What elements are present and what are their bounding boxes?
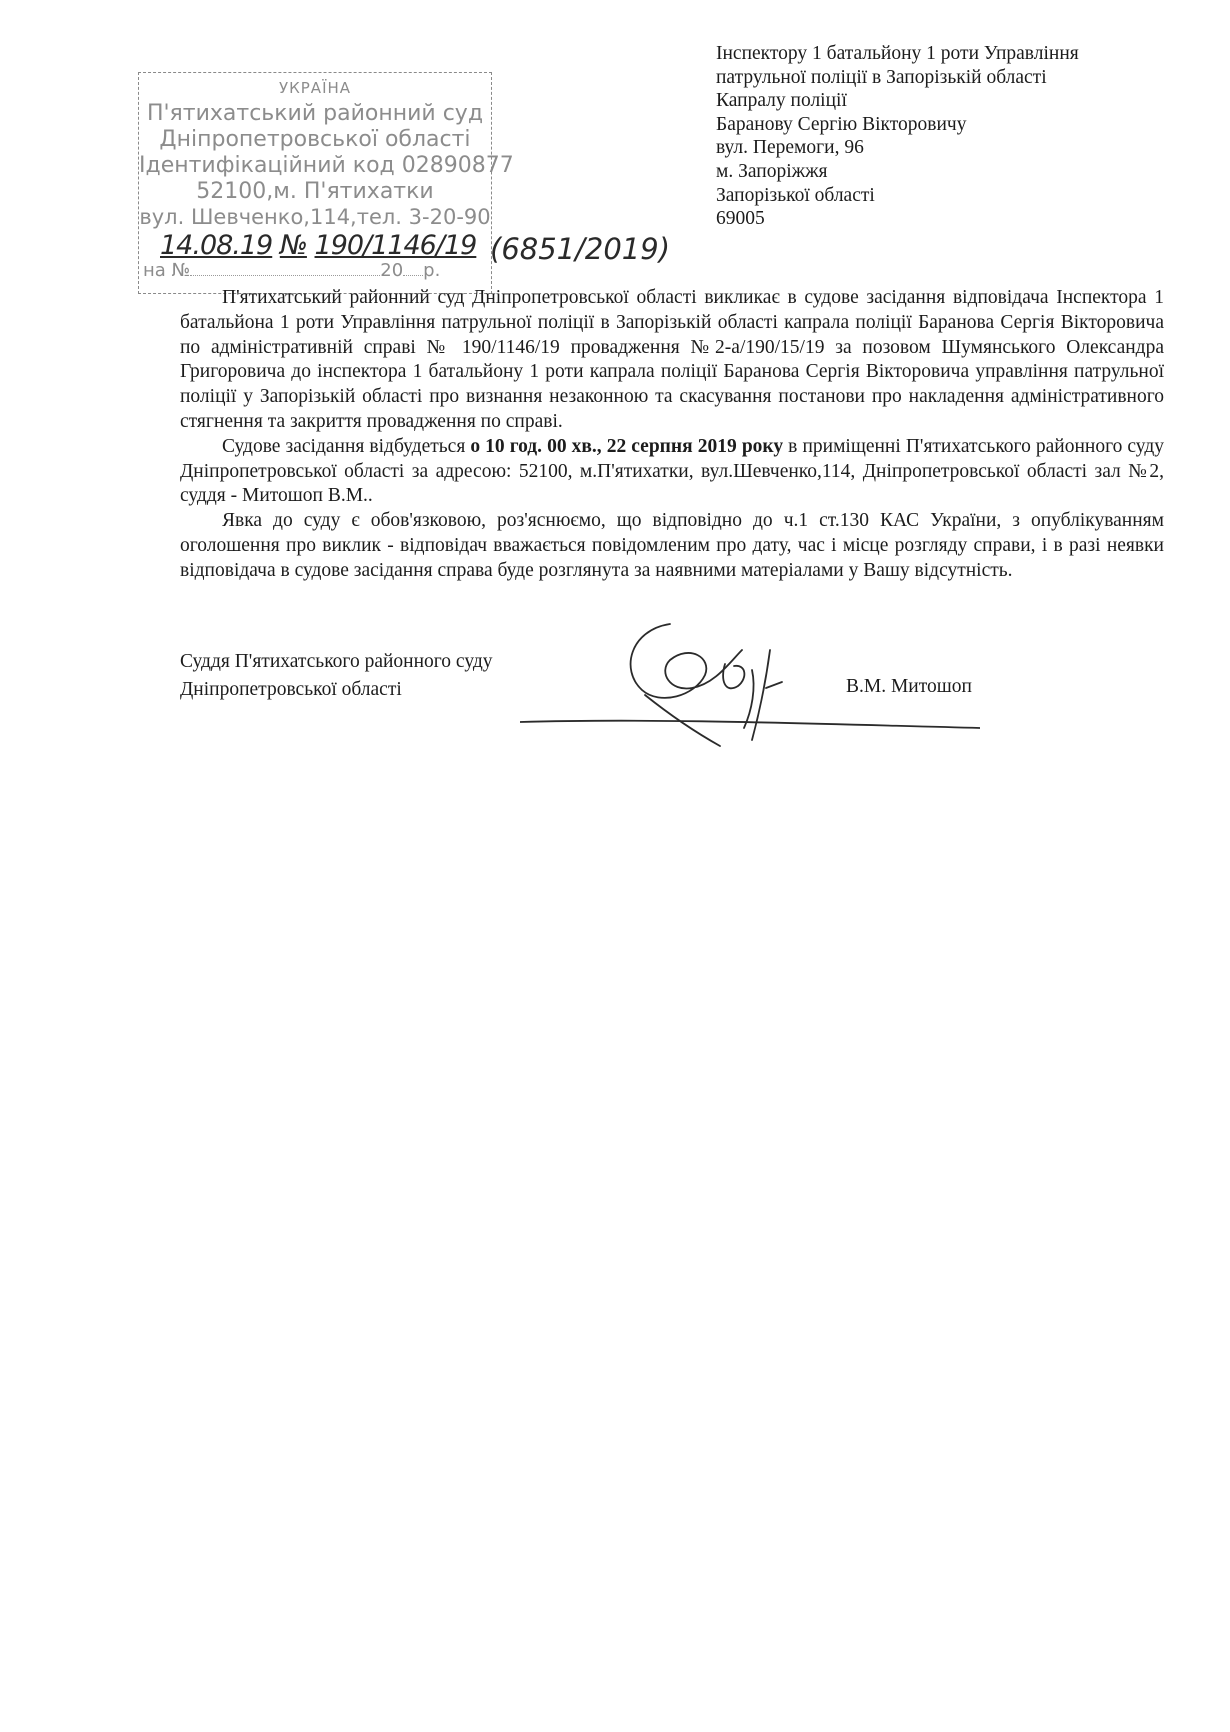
stamp-court-name: П'ятихатський районний суд [146, 101, 484, 126]
stamp-address: вул. Шевченко,114,тел. 3-20-90 [139, 205, 491, 229]
handwritten-case-number: 190/1146/19 [314, 230, 477, 261]
stamp-id-code: Ідентифікаційний код 02890877 [139, 153, 514, 178]
handwritten-signature-icon [520, 600, 980, 750]
addressee-line: вул. Перемоги, 96 [716, 137, 864, 159]
judge-title-line: Суддя П'ятихатського районного суду [180, 651, 493, 672]
stamp-ref-suffix: 20 [380, 260, 404, 281]
handwritten-date: 14.08.19 [160, 230, 273, 261]
addressee-line: м. Запоріжжя [716, 160, 828, 182]
stamp-ref-end: р. [423, 260, 441, 281]
addressee-line: Баранову Сергію Вікторовичу [716, 113, 967, 135]
summons-body [180, 286, 1164, 584]
addressee-line: Капралу поліції [716, 90, 847, 112]
hearing-intro: Судове засідання відбудеться [222, 435, 471, 457]
handwritten-proceeding-number: (6851/2019) [490, 232, 671, 266]
addressee-line: 69005 [716, 208, 765, 230]
stamp-country: УКРАЇНА [278, 79, 352, 97]
addressee-line: Інспектору 1 батальйону 1 роти Управління [716, 43, 1079, 64]
addressee-block [716, 42, 1079, 231]
hearing-datetime: о 10 год. 00 хв., 22 серпня 2019 року [470, 435, 784, 457]
body-paragraph-attendance: Явка до суду є обов'язковою, роз'яснюємо, що відповідно до ч.1 ст.130 КАС України, з опублікуванням оголошення про виклик - відповідач вважається повідомленим про дату, час і місце розгляду справи, і в разі неявки відповідача в судове засідання справа буде розглянута за наявними матеріалами у Вашу відсутність. [180, 510, 1164, 581]
judge-name: В.М. Митошоп [846, 676, 972, 697]
body-paragraph-call: П'ятихатський районний суд Дніпропетровської області викликає в судове засідання відповідача Інспектора 1 батальйона 1 роти Управління патрульної поліції в Запорізькій області капрала поліції Баранова Сергія Вікторовича по адміністративній справі № 190/1146/19 провадження №2-а/190/15/19 за позовом Шумянського Олександра Григоровича до інспектора 1 батальйону 1 роти капрала поліції Баранова Сергія Вікторовича управління патрульної поліції у Запорізькій області про визнання незаконною та скасування постанови про накладення адміністративного стягнення та закриття провадження по справі. [180, 287, 1164, 432]
judge-title-line: Дніпропетровської області [180, 679, 402, 700]
hearing-location: в приміщенні П'ятихатського районного суду Дніпропетровської області за адресою: 52100, м.П'ятихатки, вул.Шевченко,114, Дніпропетровської області зал №2, суддя - Митошоп В.М.. [180, 435, 1164, 507]
stamp-reference-line [139, 260, 491, 281]
handwritten-number-prefix: № [279, 230, 307, 261]
addressee-line: патрульної поліції в Запорізькій області [716, 66, 1047, 88]
stamp-region: Дніпропетровської області [159, 127, 471, 152]
stamp-city: 52100,м. П'ятихатки [196, 179, 434, 204]
addressee-line: Запорізької області [716, 184, 875, 206]
handwritten-outgoing-number [160, 230, 476, 261]
body-paragraph-hearing [180, 435, 1164, 509]
stamp-ref-prefix: на № [143, 260, 191, 281]
judge-title [180, 648, 493, 704]
